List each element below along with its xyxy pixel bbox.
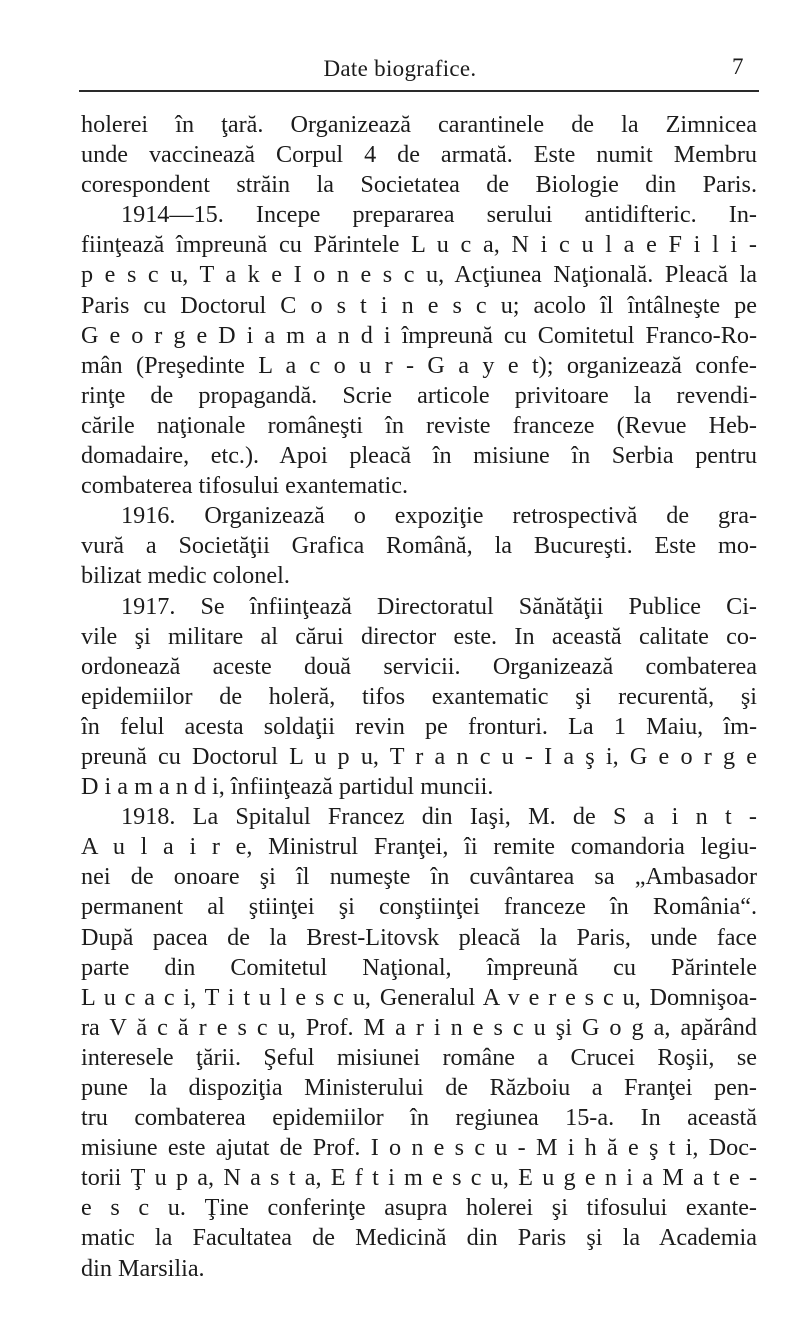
text-line: misiune este ajutat de Prof. I o n e s c u - M i h ă e ş t i, Doc- — [81, 1134, 757, 1162]
text-line: tru combaterea epidemiilor în regiunea 15-a. In această — [81, 1104, 757, 1132]
page-number: 7 — [732, 54, 744, 79]
header-rule — [79, 90, 759, 92]
text-line: e s c u. Ţine conferinţe asupra holerei şi tifosului exante- — [81, 1194, 757, 1222]
body-text — [81, 110, 757, 1284]
text-line: vile şi militare al cărui director este. In această calitate co- — [81, 622, 757, 650]
text-line: torii Ţ u p a, N a s t a, E f t i m e s c u, E u g e n i a M a t e - — [81, 1164, 757, 1192]
text-line: combaterea tifosului exantematic. — [81, 472, 409, 500]
running-header — [0, 52, 800, 92]
text-line: A u l a i r e, Ministrul Franţei, îi remite comandoria legiu- — [81, 833, 757, 861]
text-line: Paris cu Doctorul C o s t i n e s c u; acolo îl întâlneşte pe — [81, 291, 757, 319]
text-line: 1914—15. Incepe prepararea serului antidifteric. In- — [121, 201, 757, 229]
text-line: preună cu Doctorul L u p u, T r a n c u - I a ş i, G e o r g e — [81, 742, 757, 770]
text-line: ra V ă c ă r e s c u, Prof. M a r i n e s c u şi G o g a, apărând — [81, 1013, 757, 1041]
text-line: unde vaccinează Corpul 4 de armată. Este numit Membru — [81, 141, 757, 169]
text-line: p e s c u, T a k e I o n e s c u, Acţiunea Naţională. Pleacă la — [81, 261, 757, 289]
text-line: 1917. Se înfiinţează Directoratul Sănătăţii Publice Ci- — [121, 592, 757, 620]
text-line: matic la Facultatea de Medicină din Paris şi la Academia — [81, 1224, 757, 1252]
running-title: Date biografice. — [323, 56, 477, 81]
text-line: holerei în ţară. Organizează carantinele de la Zimnicea — [81, 111, 757, 138]
text-line: 1916. Organizează o expoziţie retrospectivă de gra- — [121, 502, 757, 530]
text-line: După pacea de la Brest-Litovsk pleacă la Paris, unde face — [81, 923, 757, 951]
text-line: din Marsilia. — [81, 1254, 205, 1282]
text-line: nei de onoare şi îl numeşte în cuvântarea sa „Ambasador — [81, 863, 757, 891]
text-line: G e o r g e D i a m a n d i împreună cu Comitetul Franco-Ro- — [81, 321, 757, 349]
text-line: mân (Preşedinte L a c o u r - G a y e t); organizează confe- — [81, 351, 757, 379]
text-line: vură a Societăţii Grafica Română, la Bucureşti. Este mo- — [81, 532, 757, 560]
text-line: rinţe de propagandă. Scrie articole privitoare la revendi- — [81, 381, 757, 409]
text-line: bilizat medic colonel. — [81, 562, 290, 590]
text-line: L u c a c i, T i t u l e s c u, Generalul A v e r e s c u, Domnişoa- — [81, 983, 757, 1011]
text-line: domadaire, etc.). Apoi pleacă în misiune în Serbia pentru — [81, 442, 757, 470]
text-line: fiinţează împreună cu Părintele L u c a, N i c u l a e F i l i - — [81, 231, 757, 259]
text-line: 1918. La Spitalul Francez din Iaşi, M. de S a i n t - — [121, 803, 757, 831]
text-line: epidemiilor de holeră, tifos exantematic şi recurentă, şi — [81, 682, 757, 710]
text-line: cările naţionale româneşti în reviste franceze (Revue Heb- — [81, 411, 757, 439]
text-line: ordonează aceste două servicii. Organizează combaterea — [81, 652, 757, 680]
text-line: parte din Comitetul Naţional, împreună cu Părintele — [81, 953, 757, 981]
text-line: permanent al ştiinţei şi conştiinţei franceze în România“. — [81, 893, 757, 921]
text-line: pune la dispoziţia Ministerului de Războiu a Franţei pen- — [81, 1074, 757, 1101]
text-line: corespondent străin la Societatea de Biologie din Paris. — [81, 171, 757, 199]
text-line: în felul acesta soldaţii revin pe fronturi. La 1 Maiu, îm- — [81, 712, 757, 740]
text-line: D i a m a n d i, înfiinţează partidul muncii. — [81, 773, 494, 801]
text-line: interesele ţării. Şeful misiunei române a Crucei Roşii, se — [81, 1043, 757, 1071]
